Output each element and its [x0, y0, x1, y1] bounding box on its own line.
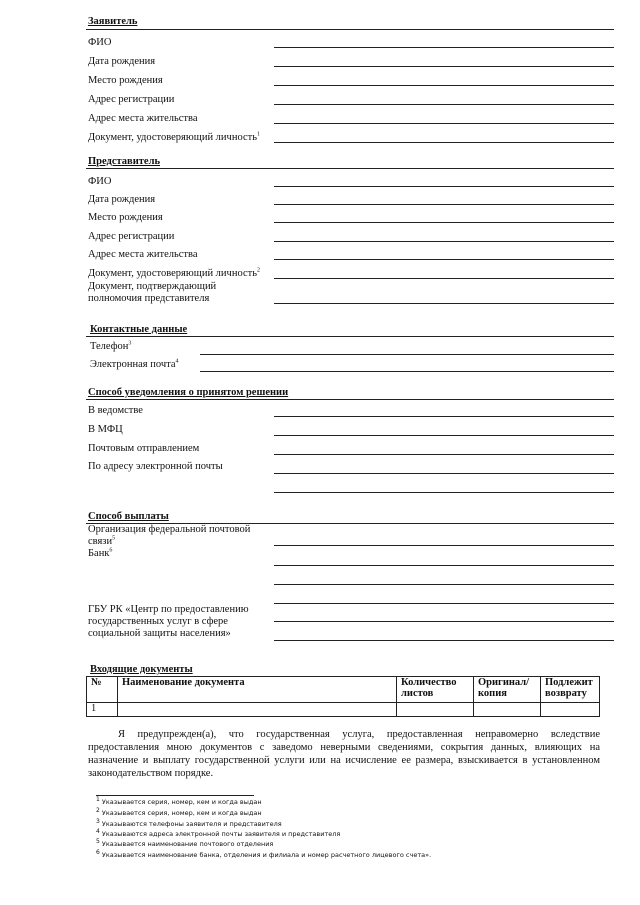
documents-header: Входящие документы: [90, 664, 193, 675]
footnote-1: $^1$ Указывается серия, номер, кем и когда выдан: [96, 795, 262, 806]
rep-birthplace-label: Место рождения: [88, 212, 163, 223]
notify-email-field-extra[interactable]: [274, 492, 614, 493]
rep-id-doc-label: Документ, удостоверяющий личность$^2$: [88, 267, 260, 279]
email-label: Электронная почта$^4$: [90, 358, 179, 370]
notify-post-field[interactable]: [274, 454, 614, 455]
applicant-birthplace-field[interactable]: [274, 85, 614, 86]
notify-option-mfc: В МФЦ: [88, 424, 123, 435]
payment-center-field[interactable]: [274, 621, 614, 622]
col-return: Подлежит возврату: [541, 677, 600, 703]
applicant-fio-field[interactable]: [274, 47, 614, 48]
payment-bank-field-2[interactable]: [274, 584, 614, 585]
rep-authority-field[interactable]: [274, 303, 614, 304]
representative-header: Представитель: [88, 156, 161, 167]
payment-center-label-line1: ГБУ РК «Центр по предоставлению: [88, 604, 249, 615]
rep-residence-label: Адрес места жительства: [88, 249, 198, 260]
footnote-5: $^5$ Указывается наименование почтового отделения: [96, 837, 274, 848]
payment-header: Способ выплаты: [88, 511, 169, 522]
footnote-6: $^6$ Указывается наименование банка, отделения и филиала и номер расчетного лицевого счета».: [96, 848, 432, 859]
cell-return[interactable]: [541, 703, 600, 717]
footnote-4: $^4$ Указываются адреса электронной почты заявителя и представителя: [96, 827, 341, 838]
col-sheet-count: Количество листов: [397, 677, 474, 703]
payment-post-label-line1: Организация федеральной почтовой: [88, 524, 251, 535]
applicant-fio-label: ФИО: [88, 37, 112, 48]
notify-mfc-field[interactable]: [274, 435, 614, 436]
col-doc-name: Наименование документа: [118, 677, 397, 703]
applicant-reg-address-field[interactable]: [274, 104, 614, 105]
payment-bank-label: Банк$^6$: [88, 547, 113, 559]
applicant-residence-field[interactable]: [274, 123, 614, 124]
applicant-birthdate-label: Дата рождения: [88, 56, 156, 67]
rep-id-doc-field[interactable]: [274, 278, 614, 279]
table-row: [87, 703, 600, 717]
phone-field[interactable]: [200, 354, 614, 355]
rep-residence-field[interactable]: [274, 259, 614, 260]
cell-number: 1: [87, 703, 118, 717]
rep-fio-field[interactable]: [274, 186, 614, 187]
cell-doc-name[interactable]: [118, 703, 397, 717]
col-number: №: [87, 677, 118, 703]
applicant-birthdate-field[interactable]: [274, 66, 614, 67]
contacts-header: Контактные данные: [90, 324, 188, 335]
cell-original-copy[interactable]: [474, 703, 541, 717]
payment-bank-field[interactable]: [274, 565, 614, 566]
phone-label: Телефон$^3$: [90, 340, 132, 352]
section-divider: [86, 168, 614, 169]
applicant-reg-address-label: Адрес регистрации: [88, 94, 175, 105]
payment-post-label-line2: связи$^5$: [88, 535, 116, 547]
footnote-2: $^2$ Указывается серия, номер, кем и когда выдан: [96, 806, 262, 817]
applicant-id-doc-label: Документ, удостоверяющий личность$^1$: [88, 131, 260, 143]
applicant-header: Заявитель: [88, 16, 138, 27]
rep-authority-label-line2: полномочия представителя: [88, 293, 210, 304]
rep-authority-label-line1: Документ, подтверждающий: [88, 281, 217, 292]
payment-center-field-2[interactable]: [274, 640, 614, 641]
footnote-3: $^3$ Указываются телефоны заявителя и представителя: [96, 817, 282, 828]
cell-sheet-count[interactable]: [397, 703, 474, 717]
payment-center-label-line3: социальной защиты населения»: [88, 628, 231, 639]
notification-header: Способ уведомления о принятом решении: [88, 387, 289, 398]
rep-fio-label: ФИО: [88, 176, 112, 187]
payment-bank-field-3[interactable]: [274, 603, 614, 604]
rep-reg-address-field[interactable]: [274, 241, 614, 242]
notify-option-post: Почтовым отправлением: [88, 443, 200, 454]
rep-birthdate-label: Дата рождения: [88, 194, 156, 205]
documents-table-header-row: [87, 677, 600, 703]
applicant-id-doc-field[interactable]: [274, 142, 614, 143]
applicant-birthplace-label: Место рождения: [88, 75, 163, 86]
payment-center-label-line2: государственных услуг в сфере: [88, 616, 228, 627]
email-field[interactable]: [200, 371, 614, 372]
documents-table: [86, 676, 600, 717]
rep-birthdate-field[interactable]: [274, 204, 614, 205]
warning-paragraph: Я предупрежден(а), что государственная услуга, предоставленная неправомерно вследствие предоставления мною документов с заведомо неверными сведениями, сокрытия данных, влияющих на назначение и выплату государственной услуги или на исчисление ее размера, взыскивается в установленном законодательством порядке.: [88, 729, 600, 779]
rep-reg-address-label: Адрес регистрации: [88, 231, 175, 242]
rep-birthplace-field[interactable]: [274, 222, 614, 223]
col-original-copy: Оригинал/ копия: [474, 677, 541, 703]
footnote-divider: [96, 795, 254, 796]
payment-post-field[interactable]: [274, 545, 614, 546]
notify-option-agency: В ведомстве: [88, 405, 143, 416]
notify-agency-field[interactable]: [274, 416, 614, 417]
applicant-residence-label: Адрес места жительства: [88, 113, 198, 124]
notify-email-field[interactable]: [274, 473, 614, 474]
notify-option-email: По адресу электронной почты: [88, 461, 223, 472]
section-divider: [86, 399, 614, 400]
section-divider: [86, 336, 614, 337]
section-divider: [86, 29, 614, 30]
